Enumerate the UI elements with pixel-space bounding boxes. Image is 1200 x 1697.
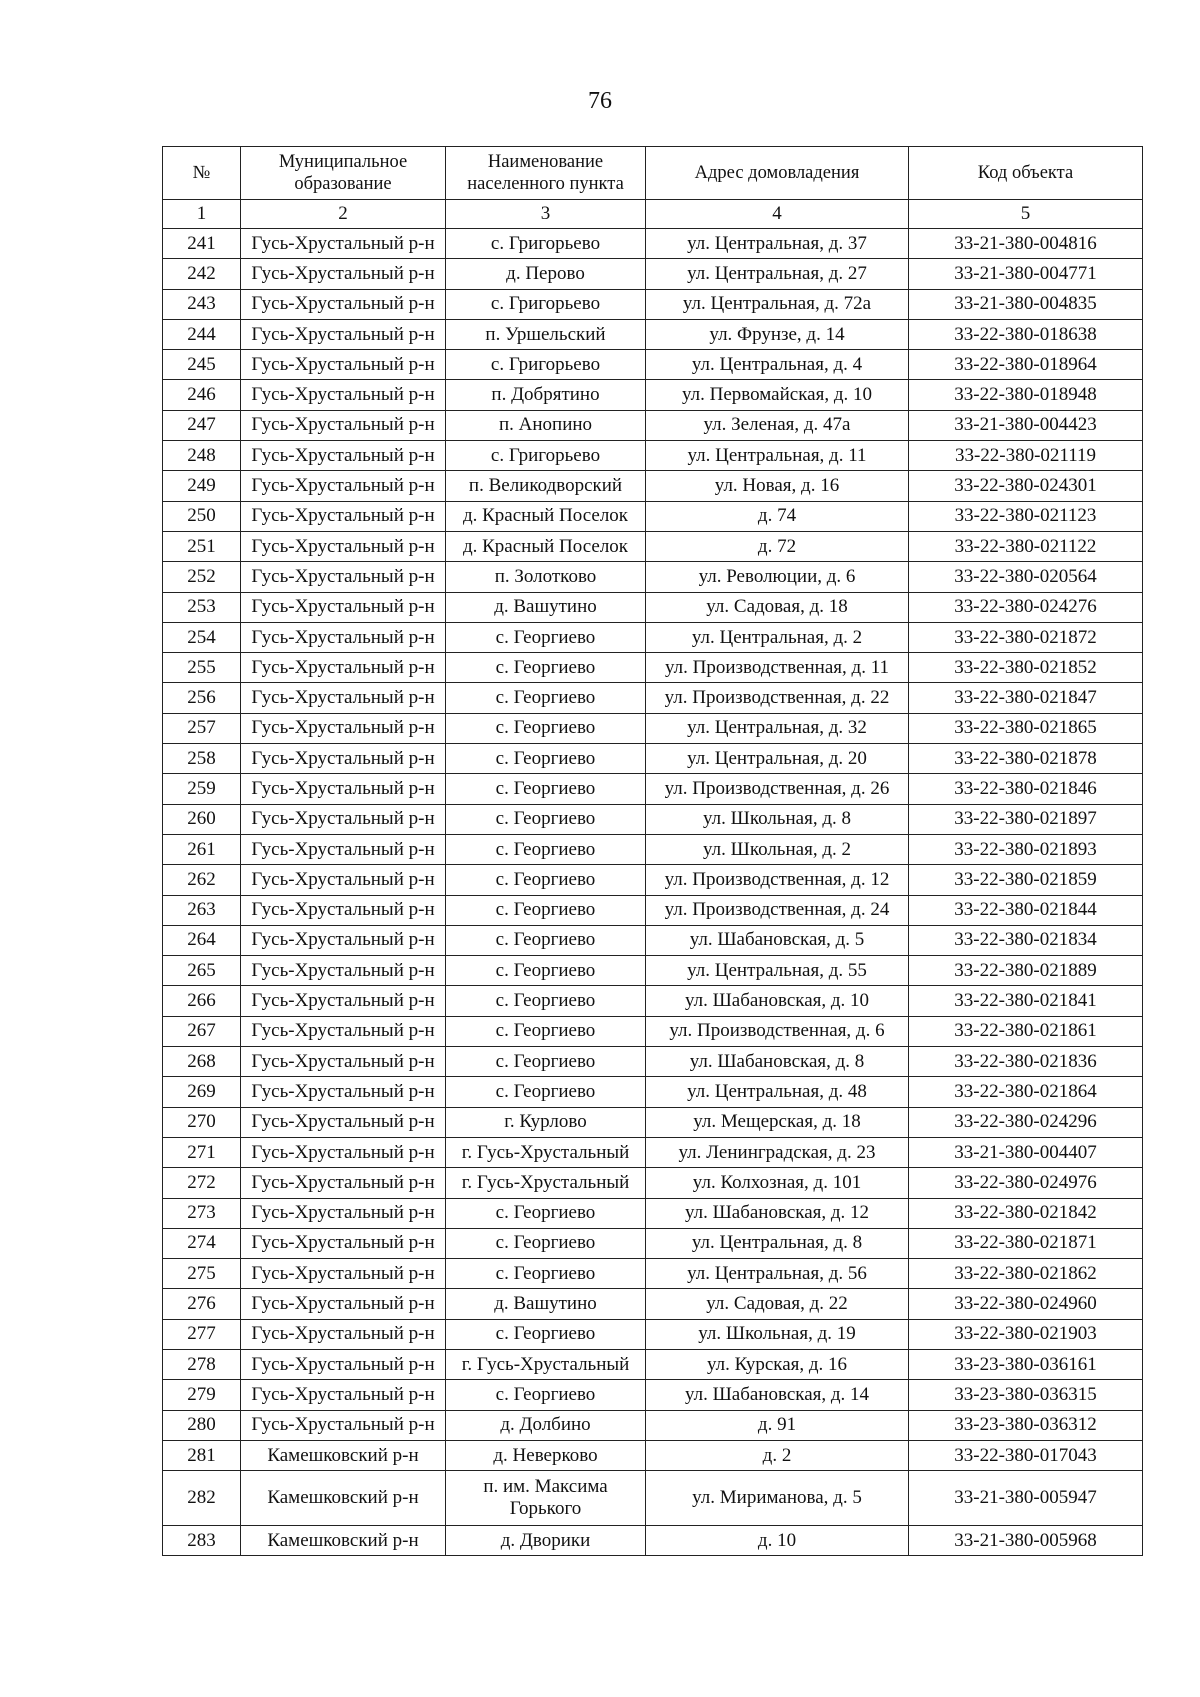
column-number: 3	[446, 200, 646, 229]
address-cell: ул. Ленинградская, д. 23	[646, 1137, 909, 1167]
row-number-cell: 274	[163, 1228, 241, 1258]
object-code-cell: 33-23-380-036315	[909, 1380, 1143, 1410]
address-cell: ул. Центральная, д. 2	[646, 622, 909, 652]
settlement-cell: с. Георгиево	[446, 774, 646, 804]
row-number-cell: 269	[163, 1077, 241, 1107]
address-cell: ул. Мещерская, д. 18	[646, 1107, 909, 1137]
table-row	[163, 501, 1143, 531]
object-code-cell: 33-22-380-021864	[909, 1077, 1143, 1107]
row-number-cell: 257	[163, 713, 241, 743]
address-cell: ул. Производственная, д. 6	[646, 1016, 909, 1046]
table-row	[163, 1016, 1143, 1046]
municipality-cell: Гусь-Хрустальный р-н	[241, 350, 446, 380]
address-cell: ул. Центральная, д. 56	[646, 1259, 909, 1289]
address-cell: ул. Новая, д. 16	[646, 471, 909, 501]
settlement-cell: с. Георгиево	[446, 1016, 646, 1046]
column-number: 2	[241, 200, 446, 229]
address-cell: ул. Фрунзе, д. 14	[646, 319, 909, 349]
municipality-cell: Гусь-Хрустальный р-н	[241, 865, 446, 895]
table-row	[163, 622, 1143, 652]
municipality-cell: Гусь-Хрустальный р-н	[241, 1047, 446, 1077]
address-cell: ул. Производственная, д. 11	[646, 653, 909, 683]
row-number-cell: 270	[163, 1107, 241, 1137]
object-code-cell: 33-22-380-021844	[909, 895, 1143, 925]
settlement-cell: г. Курлово	[446, 1107, 646, 1137]
object-code-cell: 33-22-380-021846	[909, 774, 1143, 804]
header-address: Адрес домовладения	[646, 147, 909, 200]
settlement-cell: д. Красный Поселок	[446, 531, 646, 561]
settlement-cell: с. Георгиево	[446, 744, 646, 774]
settlement-cell: с. Георгиево	[446, 834, 646, 864]
table-row	[163, 1471, 1143, 1526]
settlement-cell: г. Гусь-Хрустальный	[446, 1137, 646, 1167]
table-row	[163, 350, 1143, 380]
table-row	[163, 1228, 1143, 1258]
row-number-cell: 263	[163, 895, 241, 925]
column-number: 1	[163, 200, 241, 229]
settlement-cell: с. Георгиево	[446, 1047, 646, 1077]
row-number-cell: 241	[163, 229, 241, 259]
object-code-cell: 33-22-380-024976	[909, 1168, 1143, 1198]
table-row	[163, 1077, 1143, 1107]
object-code-cell: 33-22-380-020564	[909, 562, 1143, 592]
table-row	[163, 410, 1143, 440]
table-row	[163, 471, 1143, 501]
table-row	[163, 653, 1143, 683]
address-cell: ул. Центральная, д. 32	[646, 713, 909, 743]
settlement-cell: д. Красный Поселок	[446, 501, 646, 531]
municipality-cell: Гусь-Хрустальный р-н	[241, 804, 446, 834]
table-row	[163, 1319, 1143, 1349]
table-row	[163, 562, 1143, 592]
row-number-cell: 256	[163, 683, 241, 713]
header-object-code: Код объекта	[909, 147, 1143, 200]
object-code-cell: 33-22-380-021878	[909, 744, 1143, 774]
address-cell: ул. Центральная, д. 4	[646, 350, 909, 380]
address-cell: ул. Производственная, д. 22	[646, 683, 909, 713]
address-cell: ул. Производственная, д. 24	[646, 895, 909, 925]
row-number-cell: 252	[163, 562, 241, 592]
municipality-cell: Гусь-Хрустальный р-н	[241, 501, 446, 531]
object-code-cell: 33-22-380-021893	[909, 834, 1143, 864]
table-row	[163, 1047, 1143, 1077]
object-code-cell: 33-22-380-021861	[909, 1016, 1143, 1046]
row-number-cell: 279	[163, 1380, 241, 1410]
address-cell: д. 72	[646, 531, 909, 561]
object-code-cell: 33-22-380-021897	[909, 804, 1143, 834]
municipality-cell: Гусь-Хрустальный р-н	[241, 1410, 446, 1440]
object-code-cell: 33-21-380-005968	[909, 1526, 1143, 1556]
municipality-cell: Гусь-Хрустальный р-н	[241, 925, 446, 955]
municipality-cell: Гусь-Хрустальный р-н	[241, 1228, 446, 1258]
row-number-cell: 267	[163, 1016, 241, 1046]
table-row	[163, 1168, 1143, 1198]
row-number-cell: 280	[163, 1410, 241, 1440]
objects-table	[162, 146, 1143, 1556]
settlement-cell: с. Георгиево	[446, 1077, 646, 1107]
table-row	[163, 259, 1143, 289]
object-code-cell: 33-21-380-004771	[909, 259, 1143, 289]
address-cell: д. 91	[646, 1410, 909, 1440]
object-code-cell: 33-22-380-021842	[909, 1198, 1143, 1228]
row-number-cell: 258	[163, 744, 241, 774]
municipality-cell: Камешковский р-н	[241, 1526, 446, 1556]
settlement-cell: с. Георгиево	[446, 713, 646, 743]
address-cell: ул. Центральная, д. 55	[646, 956, 909, 986]
table-row	[163, 229, 1143, 259]
table-row	[163, 1289, 1143, 1319]
object-code-cell: 33-22-380-021852	[909, 653, 1143, 683]
page-number: 76	[588, 88, 612, 114]
municipality-cell: Гусь-Хрустальный р-н	[241, 441, 446, 471]
address-cell: ул. Центральная, д. 37	[646, 229, 909, 259]
object-code-cell: 33-22-380-021865	[909, 713, 1143, 743]
table-row	[163, 744, 1143, 774]
address-cell: ул. Зеленая, д. 47а	[646, 410, 909, 440]
object-code-cell: 33-21-380-005947	[909, 1471, 1143, 1526]
address-cell: ул. Шабановская, д. 5	[646, 925, 909, 955]
object-code-cell: 33-22-380-021834	[909, 925, 1143, 955]
address-cell: ул. Курская, д. 16	[646, 1349, 909, 1379]
municipality-cell: Гусь-Хрустальный р-н	[241, 531, 446, 561]
address-cell: ул. Садовая, д. 18	[646, 592, 909, 622]
table-header-row	[163, 147, 1143, 200]
address-cell: ул. Центральная, д. 20	[646, 744, 909, 774]
settlement-cell: с. Георгиево	[446, 1198, 646, 1228]
table-row	[163, 956, 1143, 986]
row-number-cell: 261	[163, 834, 241, 864]
object-code-cell: 33-21-380-004423	[909, 410, 1143, 440]
municipality-cell: Гусь-Хрустальный р-н	[241, 1380, 446, 1410]
municipality-cell: Гусь-Хрустальный р-н	[241, 1016, 446, 1046]
address-cell: ул. Шабановская, д. 14	[646, 1380, 909, 1410]
municipality-cell: Гусь-Хрустальный р-н	[241, 744, 446, 774]
object-code-cell: 33-22-380-024960	[909, 1289, 1143, 1319]
address-cell: ул. Революции, д. 6	[646, 562, 909, 592]
row-number-cell: 243	[163, 289, 241, 319]
address-cell: д. 10	[646, 1526, 909, 1556]
municipality-cell: Гусь-Хрустальный р-н	[241, 1168, 446, 1198]
table-row	[163, 834, 1143, 864]
row-number-cell: 244	[163, 319, 241, 349]
municipality-cell: Гусь-Хрустальный р-н	[241, 410, 446, 440]
settlement-cell: с. Георгиево	[446, 804, 646, 834]
address-cell: ул. Школьная, д. 8	[646, 804, 909, 834]
row-number-cell: 281	[163, 1440, 241, 1470]
municipality-cell: Гусь-Хрустальный р-н	[241, 319, 446, 349]
table-row	[163, 1198, 1143, 1228]
settlement-cell: с. Георгиево	[446, 925, 646, 955]
municipality-cell: Гусь-Хрустальный р-н	[241, 592, 446, 622]
row-number-cell: 247	[163, 410, 241, 440]
municipality-cell: Гусь-Хрустальный р-н	[241, 683, 446, 713]
settlement-cell: д. Вашутино	[446, 1289, 646, 1319]
address-cell: ул. Шабановская, д. 12	[646, 1198, 909, 1228]
row-number-cell: 264	[163, 925, 241, 955]
object-code-cell: 33-22-380-021841	[909, 986, 1143, 1016]
object-code-cell: 33-23-380-036161	[909, 1349, 1143, 1379]
settlement-cell: д. Долбино	[446, 1410, 646, 1440]
header-number: №	[163, 147, 241, 200]
object-code-cell: 33-22-380-021836	[909, 1047, 1143, 1077]
row-number-cell: 283	[163, 1526, 241, 1556]
address-cell: ул. Центральная, д. 48	[646, 1077, 909, 1107]
row-number-cell: 265	[163, 956, 241, 986]
municipality-cell: Гусь-Хрустальный р-н	[241, 653, 446, 683]
row-number-cell: 248	[163, 441, 241, 471]
municipality-cell: Гусь-Хрустальный р-н	[241, 229, 446, 259]
row-number-cell: 276	[163, 1289, 241, 1319]
settlement-cell: с. Георгиево	[446, 622, 646, 652]
table-row	[163, 804, 1143, 834]
table-row	[163, 319, 1143, 349]
table-row	[163, 380, 1143, 410]
object-code-cell: 33-22-380-024296	[909, 1107, 1143, 1137]
municipality-cell: Гусь-Хрустальный р-н	[241, 1289, 446, 1319]
address-cell: ул. Центральная, д. 11	[646, 441, 909, 471]
settlement-cell: п. Уршельский	[446, 319, 646, 349]
object-code-cell: 33-22-380-021859	[909, 865, 1143, 895]
address-cell: ул. Мириманова, д. 5	[646, 1471, 909, 1526]
row-number-cell: 277	[163, 1319, 241, 1349]
settlement-cell: с. Григорьево	[446, 350, 646, 380]
table-row	[163, 1107, 1143, 1137]
object-code-cell: 33-22-380-021847	[909, 683, 1143, 713]
object-code-cell: 33-22-380-021889	[909, 956, 1143, 986]
row-number-cell: 250	[163, 501, 241, 531]
row-number-cell: 260	[163, 804, 241, 834]
object-code-cell: 33-22-380-021872	[909, 622, 1143, 652]
object-code-cell: 33-23-380-036312	[909, 1410, 1143, 1440]
object-code-cell: 33-21-380-004835	[909, 289, 1143, 319]
table-row	[163, 986, 1143, 1016]
header-municipality: Муниципальное образование	[241, 147, 446, 200]
settlement-cell: с. Георгиево	[446, 895, 646, 925]
settlement-cell: д. Вашутино	[446, 592, 646, 622]
municipality-cell: Гусь-Хрустальный р-н	[241, 289, 446, 319]
address-cell: ул. Производственная, д. 26	[646, 774, 909, 804]
table-row	[163, 531, 1143, 561]
municipality-cell: Гусь-Хрустальный р-н	[241, 1349, 446, 1379]
address-cell: ул. Школьная, д. 2	[646, 834, 909, 864]
address-cell: ул. Центральная, д. 27	[646, 259, 909, 289]
table-row	[163, 1349, 1143, 1379]
address-cell: ул. Производственная, д. 12	[646, 865, 909, 895]
settlement-cell: п. им. Максима Горького	[446, 1471, 646, 1526]
table-row	[163, 592, 1143, 622]
municipality-cell: Гусь-Хрустальный р-н	[241, 1107, 446, 1137]
address-cell: ул. Колхозная, д. 101	[646, 1168, 909, 1198]
table-row	[163, 1410, 1143, 1440]
row-number-cell: 245	[163, 350, 241, 380]
object-code-cell: 33-22-380-021903	[909, 1319, 1143, 1349]
table-row	[163, 1259, 1143, 1289]
municipality-cell: Гусь-Хрустальный р-н	[241, 380, 446, 410]
row-number-cell: 271	[163, 1137, 241, 1167]
object-code-cell: 33-22-380-021119	[909, 441, 1143, 471]
settlement-cell: с. Георгиево	[446, 865, 646, 895]
municipality-cell: Гусь-Хрустальный р-н	[241, 713, 446, 743]
object-code-cell: 33-22-380-021123	[909, 501, 1143, 531]
row-number-cell: 254	[163, 622, 241, 652]
municipality-cell: Гусь-Хрустальный р-н	[241, 956, 446, 986]
table-row	[163, 925, 1143, 955]
column-number: 4	[646, 200, 909, 229]
address-cell: ул. Центральная, д. 72а	[646, 289, 909, 319]
settlement-cell: с. Георгиево	[446, 1228, 646, 1258]
municipality-cell: Гусь-Хрустальный р-н	[241, 834, 446, 864]
header-settlement: Наименование населенного пункта	[446, 147, 646, 200]
object-code-cell: 33-22-380-021871	[909, 1228, 1143, 1258]
municipality-cell: Гусь-Хрустальный р-н	[241, 562, 446, 592]
municipality-cell: Гусь-Хрустальный р-н	[241, 986, 446, 1016]
row-number-cell: 262	[163, 865, 241, 895]
object-code-cell: 33-22-380-021122	[909, 531, 1143, 561]
address-cell: ул. Шабановская, д. 8	[646, 1047, 909, 1077]
settlement-cell: д. Перово	[446, 259, 646, 289]
table-row	[163, 441, 1143, 471]
municipality-cell: Гусь-Хрустальный р-н	[241, 622, 446, 652]
table-row	[163, 865, 1143, 895]
settlement-cell: с. Григорьево	[446, 441, 646, 471]
settlement-cell: с. Григорьево	[446, 289, 646, 319]
settlement-cell: с. Григорьево	[446, 229, 646, 259]
settlement-cell: г. Гусь-Хрустальный	[446, 1349, 646, 1379]
settlement-cell: п. Анопино	[446, 410, 646, 440]
settlement-cell: д. Дворики	[446, 1526, 646, 1556]
object-code-cell: 33-22-380-018948	[909, 380, 1143, 410]
row-number-cell: 251	[163, 531, 241, 561]
table-row	[163, 1526, 1143, 1556]
row-number-cell: 278	[163, 1349, 241, 1379]
settlement-cell: д. Неверково	[446, 1440, 646, 1470]
row-number-cell: 255	[163, 653, 241, 683]
municipality-cell: Гусь-Хрустальный р-н	[241, 471, 446, 501]
municipality-cell: Гусь-Хрустальный р-н	[241, 774, 446, 804]
row-number-cell: 275	[163, 1259, 241, 1289]
municipality-cell: Гусь-Хрустальный р-н	[241, 1077, 446, 1107]
column-number-row	[163, 200, 1143, 229]
settlement-cell: с. Георгиево	[446, 1319, 646, 1349]
table-row	[163, 1380, 1143, 1410]
object-code-cell: 33-22-380-024301	[909, 471, 1143, 501]
row-number-cell: 242	[163, 259, 241, 289]
settlement-cell: п. Добрятино	[446, 380, 646, 410]
municipality-cell: Гусь-Хрустальный р-н	[241, 1198, 446, 1228]
municipality-cell: Камешковский р-н	[241, 1440, 446, 1470]
column-number: 5	[909, 200, 1143, 229]
table-body	[163, 229, 1143, 1556]
address-cell: ул. Первомайская, д. 10	[646, 380, 909, 410]
table-row	[163, 683, 1143, 713]
table-row	[163, 713, 1143, 743]
object-code-cell: 33-22-380-018638	[909, 319, 1143, 349]
address-cell: ул. Школьная, д. 19	[646, 1319, 909, 1349]
table-row	[163, 1440, 1143, 1470]
settlement-cell: с. Георгиево	[446, 986, 646, 1016]
municipality-cell: Гусь-Хрустальный р-н	[241, 1319, 446, 1349]
object-code-cell: 33-22-380-021862	[909, 1259, 1143, 1289]
settlement-cell: п. Великодворский	[446, 471, 646, 501]
address-cell: ул. Центральная, д. 8	[646, 1228, 909, 1258]
row-number-cell: 253	[163, 592, 241, 622]
row-number-cell: 268	[163, 1047, 241, 1077]
municipality-cell: Камешковский р-н	[241, 1471, 446, 1526]
table-row	[163, 895, 1143, 925]
object-code-cell: 33-22-380-017043	[909, 1440, 1143, 1470]
object-code-cell: 33-22-380-018964	[909, 350, 1143, 380]
settlement-cell: г. Гусь-Хрустальный	[446, 1168, 646, 1198]
settlement-cell: с. Георгиево	[446, 653, 646, 683]
settlement-cell: с. Георгиево	[446, 1380, 646, 1410]
municipality-cell: Гусь-Хрустальный р-н	[241, 1137, 446, 1167]
settlement-cell: с. Георгиево	[446, 683, 646, 713]
settlement-cell: с. Георгиево	[446, 956, 646, 986]
municipality-cell: Гусь-Хрустальный р-н	[241, 895, 446, 925]
row-number-cell: 259	[163, 774, 241, 804]
object-code-cell: 33-21-380-004407	[909, 1137, 1143, 1167]
row-number-cell: 249	[163, 471, 241, 501]
address-cell: ул. Садовая, д. 22	[646, 1289, 909, 1319]
object-code-cell: 33-21-380-004816	[909, 229, 1143, 259]
municipality-cell: Гусь-Хрустальный р-н	[241, 1259, 446, 1289]
municipality-cell: Гусь-Хрустальный р-н	[241, 259, 446, 289]
table-row	[163, 289, 1143, 319]
settlement-cell: с. Георгиево	[446, 1259, 646, 1289]
object-code-cell: 33-22-380-024276	[909, 592, 1143, 622]
row-number-cell: 282	[163, 1471, 241, 1526]
row-number-cell: 246	[163, 380, 241, 410]
row-number-cell: 272	[163, 1168, 241, 1198]
row-number-cell: 266	[163, 986, 241, 1016]
address-cell: д. 2	[646, 1440, 909, 1470]
settlement-cell: п. Золотково	[446, 562, 646, 592]
address-cell: ул. Шабановская, д. 10	[646, 986, 909, 1016]
table-row	[163, 774, 1143, 804]
row-number-cell: 273	[163, 1198, 241, 1228]
table-row	[163, 1137, 1143, 1167]
address-cell: д. 74	[646, 501, 909, 531]
